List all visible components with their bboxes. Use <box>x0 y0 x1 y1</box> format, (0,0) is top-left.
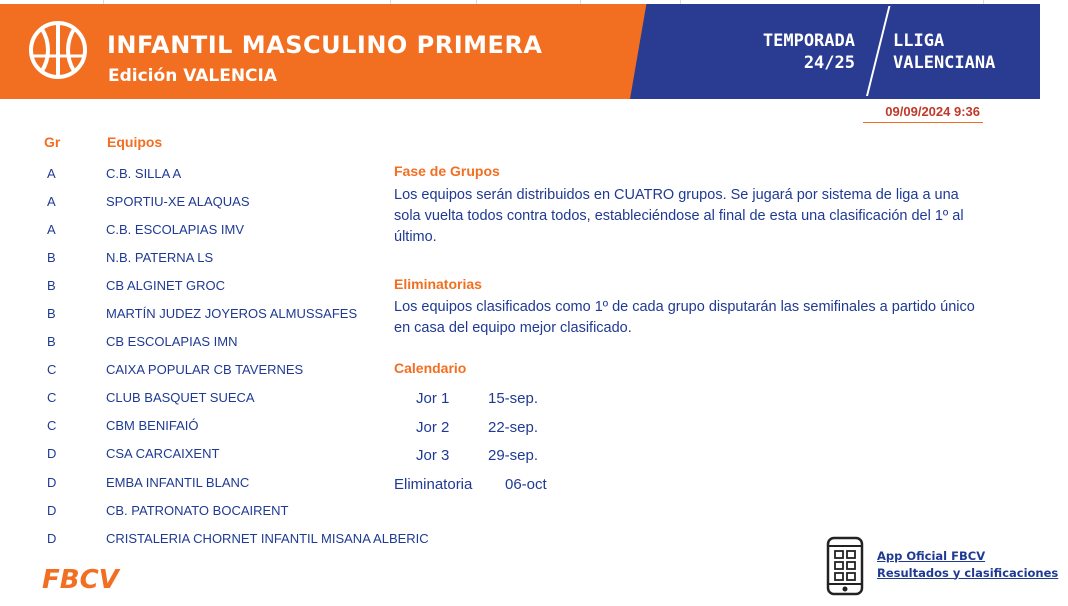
season-value: 24/25 <box>803 53 855 73</box>
calendar-row <box>394 413 547 442</box>
gridline <box>580 0 581 4</box>
round-cell: Jor 3 <box>416 447 450 465</box>
calendar-section-title: Calendario <box>394 360 467 376</box>
phone-icon[interactable] <box>826 536 864 596</box>
team-cell: CB ALGINET GROC <box>106 277 225 293</box>
table-row <box>40 271 429 299</box>
league-block <box>893 30 995 74</box>
table-row <box>40 356 429 384</box>
table-row <box>40 440 429 468</box>
calendar-row <box>394 441 547 470</box>
groups-section-title: Fase de Grupos <box>394 163 500 179</box>
group-cell: B <box>47 306 56 322</box>
group-cell: B <box>47 277 56 293</box>
team-cell: CB ESCOLAPIAS IMN <box>106 334 238 350</box>
date-cell: 29-sep. <box>488 447 539 465</box>
group-cell: C <box>47 390 57 406</box>
fbcv-logo <box>40 563 146 593</box>
table-row <box>40 496 429 524</box>
group-cell: C <box>47 362 57 378</box>
gridline <box>476 0 477 4</box>
table-row <box>40 159 429 187</box>
group-cell: D <box>47 502 57 518</box>
team-cell: C.B. SILLA A <box>106 165 182 181</box>
table-row <box>40 384 429 412</box>
app-links <box>877 548 1058 581</box>
team-cell: MARTÍN JUDEZ JOYEROS ALMUSSAFES <box>106 306 358 322</box>
round-cell: Jor 1 <box>416 389 450 407</box>
team-cell: CLUB BASQUET SUECA <box>106 390 255 406</box>
team-cell: CAIXA POPULAR CB TAVERNES <box>106 362 304 378</box>
group-cell: C <box>47 418 57 434</box>
calendar-list <box>394 384 547 499</box>
team-cell: CRISTALERIA CHORNET INFANTIL MISANA ALBERIC <box>106 530 429 546</box>
table-row <box>40 243 429 271</box>
date-cell: 15-sep. <box>488 389 539 407</box>
round-cell: Jor 2 <box>416 418 450 436</box>
team-cell: CSA CARCAIXENT <box>106 446 220 462</box>
app-link-results[interactable]: Resultados y clasificaciones <box>877 565 1059 580</box>
column-header-teams: Equipos <box>107 134 163 150</box>
team-cell: CB. PATRONATO BOCAIRENT <box>106 502 289 518</box>
gridline <box>103 0 104 4</box>
elim-section-text: Los equipos clasificados como 1º de cada grupo disputarán las semifinales a partido único en casa del equipo mejor clasificado. <box>394 299 975 336</box>
group-cell: D <box>47 474 57 490</box>
calendar-row <box>394 384 547 413</box>
table-row <box>40 524 429 552</box>
team-cell: N.B. PATERNA LS <box>106 249 214 265</box>
table-row <box>40 215 429 243</box>
teams-list <box>40 159 429 552</box>
date-cell: 22-sep. <box>488 418 539 436</box>
group-cell: D <box>47 530 57 546</box>
league-line2: VALENCIANA <box>893 53 996 73</box>
calendar-row <box>394 470 547 499</box>
table-row <box>40 468 429 496</box>
league-line1: LLIGA <box>893 31 945 51</box>
elim-section-title: Eliminatorias <box>394 276 482 292</box>
team-cell: SPORTIU-XE ALAQUAS <box>106 193 250 209</box>
gridline <box>390 0 391 4</box>
team-cell: CBM BENIFAIÓ <box>106 418 199 434</box>
group-cell: A <box>47 221 56 237</box>
date-cell: 06-oct <box>505 475 547 493</box>
group-cell: B <box>47 334 56 350</box>
team-cell: EMBA INFANTIL BLANC <box>106 474 250 490</box>
page-title: INFANTIL MASCULINO PRIMERA <box>107 31 543 59</box>
season-label: TEMPORADA <box>762 31 855 51</box>
season-block <box>763 30 855 74</box>
page-subtitle: Edición VALENCIA <box>108 66 278 86</box>
fbcv-logo-text: FBCV <box>42 565 119 593</box>
table-row <box>40 328 429 356</box>
round-cell: Eliminatoria <box>394 475 473 493</box>
group-cell: A <box>47 193 56 209</box>
timestamp: 09/09/2024 9:36 <box>863 104 983 123</box>
column-header-group: Gr <box>44 134 61 150</box>
gridline <box>680 0 681 4</box>
app-link-official[interactable]: App Oficial FBCV <box>877 549 986 563</box>
group-cell: B <box>47 249 56 265</box>
team-cell: C.B. ESCOLAPIAS IMV <box>106 221 244 237</box>
groups-section-text: Los equipos serán distribuidos en CUATRO grupos. Se jugará por sistema de liga a una sola vuelta todos contra todos, estableciéndose al final de esta una clasificación del 1º al último. <box>394 187 964 245</box>
group-cell: A <box>47 165 56 181</box>
table-row <box>40 299 429 327</box>
gridline <box>983 0 984 4</box>
table-row <box>40 412 429 440</box>
basketball-logo-icon <box>28 20 88 80</box>
group-cell: D <box>47 446 57 462</box>
table-row <box>40 187 429 215</box>
